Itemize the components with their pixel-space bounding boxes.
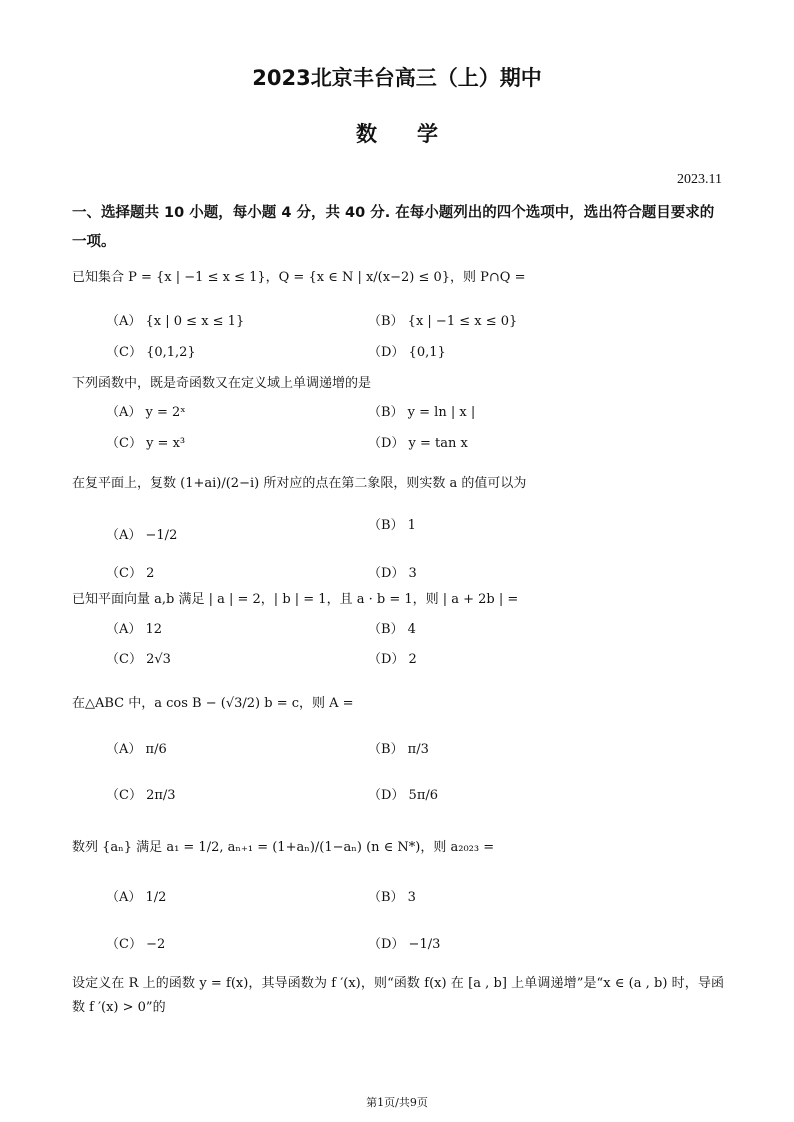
question-1-stem: 已知集合 P = {x | −1 ≤ x ≤ 1}，Q = {x ∈ N | x/(x−2) ≤ 0}，则 P∩Q = (72, 270, 526, 285)
exam-title: 2023北京丰台高三（上）期中 (252, 66, 542, 90)
q6-option-b: （B） 3 (368, 890, 416, 905)
question-4 (72, 590, 724, 610)
question-7-stem: 设定义在 R 上的函数 y = f(x)，其导函数为 f ′(x)，则“函数 f(x) 在 [a , b] 上单调递增”是“x ∈ (a , b) 时，导函数 f ′(x) > 0”的 (72, 976, 724, 1015)
page-footer: 第1页/共9页 (366, 1096, 428, 1109)
question-5-stem: 在△ABC 中，a cos B − (√3/2) b = c，则 A = (72, 696, 354, 711)
question-3 (72, 474, 724, 494)
q4-option-d: （D） 2 (368, 652, 417, 667)
q5-option-a: （A） π/6 (106, 742, 167, 757)
section-heading: 一、选择题共 10 小题，每小题 4 分，共 40 分. 在每小题列出的四个选项中，选出符合题目要求的一项。 (72, 205, 715, 250)
q6-option-d: （D） −1/3 (368, 937, 441, 952)
q2-option-b: （B） y = ln | x | (368, 405, 476, 420)
q2-option-c: （C） y = x³ (106, 436, 186, 451)
q3-option-c: （C） 2 (106, 566, 155, 581)
q5-option-b: （B） π/3 (368, 742, 429, 757)
question-2 (72, 374, 724, 394)
q2-option-d: （D） y = tan x (368, 436, 468, 451)
q1-option-d: （D） {0,1} (368, 345, 446, 360)
q4-option-c: （C） 2√3 (106, 652, 171, 667)
question-5 (72, 694, 724, 714)
q6-option-c: （C） −2 (106, 937, 166, 952)
question-6-stem: 数列 {aₙ} 满足 a₁ = 1/2, aₙ₊₁ = (1+aₙ)/(1−aₙ) (n ∈ N*)，则 a₂₀₂₃ = (72, 840, 495, 855)
question-6 (72, 838, 724, 858)
q5-option-c: （C） 2π/3 (106, 788, 176, 803)
exam-date: 2023.11 (677, 172, 722, 187)
q3-option-d: （D） 3 (368, 566, 417, 581)
q5-option-d: （D） 5π/6 (368, 788, 439, 803)
question-2-stem: 下列函数中，既是奇函数又在定义域上单调递增的是 (72, 376, 372, 391)
q6-option-a: （A） 1/2 (106, 890, 167, 905)
question-3-stem: 在复平面上，复数 (1+ai)/(2−i) 所对应的点在第二象限，则实数 a 的值可以为 (72, 476, 527, 491)
q1-option-b: （B） {x | −1 ≤ x ≤ 0} (368, 314, 518, 329)
q3-option-b: （B） 1 (368, 518, 416, 533)
q2-option-a: （A） y = 2ˣ (106, 405, 186, 420)
question-7 (72, 972, 724, 1020)
q1-option-c: （C） {0,1,2} (106, 345, 196, 360)
question-4-stem: 已知平面向量 a,b 满足 | a | = 2，| b | = 1，且 a · b = 1，则 | a + 2b | = (72, 592, 519, 607)
subject-title: 数学 (356, 122, 478, 146)
question-1 (72, 268, 724, 288)
q4-option-a: （A） 12 (106, 622, 163, 637)
q1-option-a: （A） {x | 0 ≤ x ≤ 1} (106, 314, 245, 329)
q3-option-a: （A） −1/2 (106, 528, 178, 543)
q4-option-b: （B） 4 (368, 622, 416, 637)
